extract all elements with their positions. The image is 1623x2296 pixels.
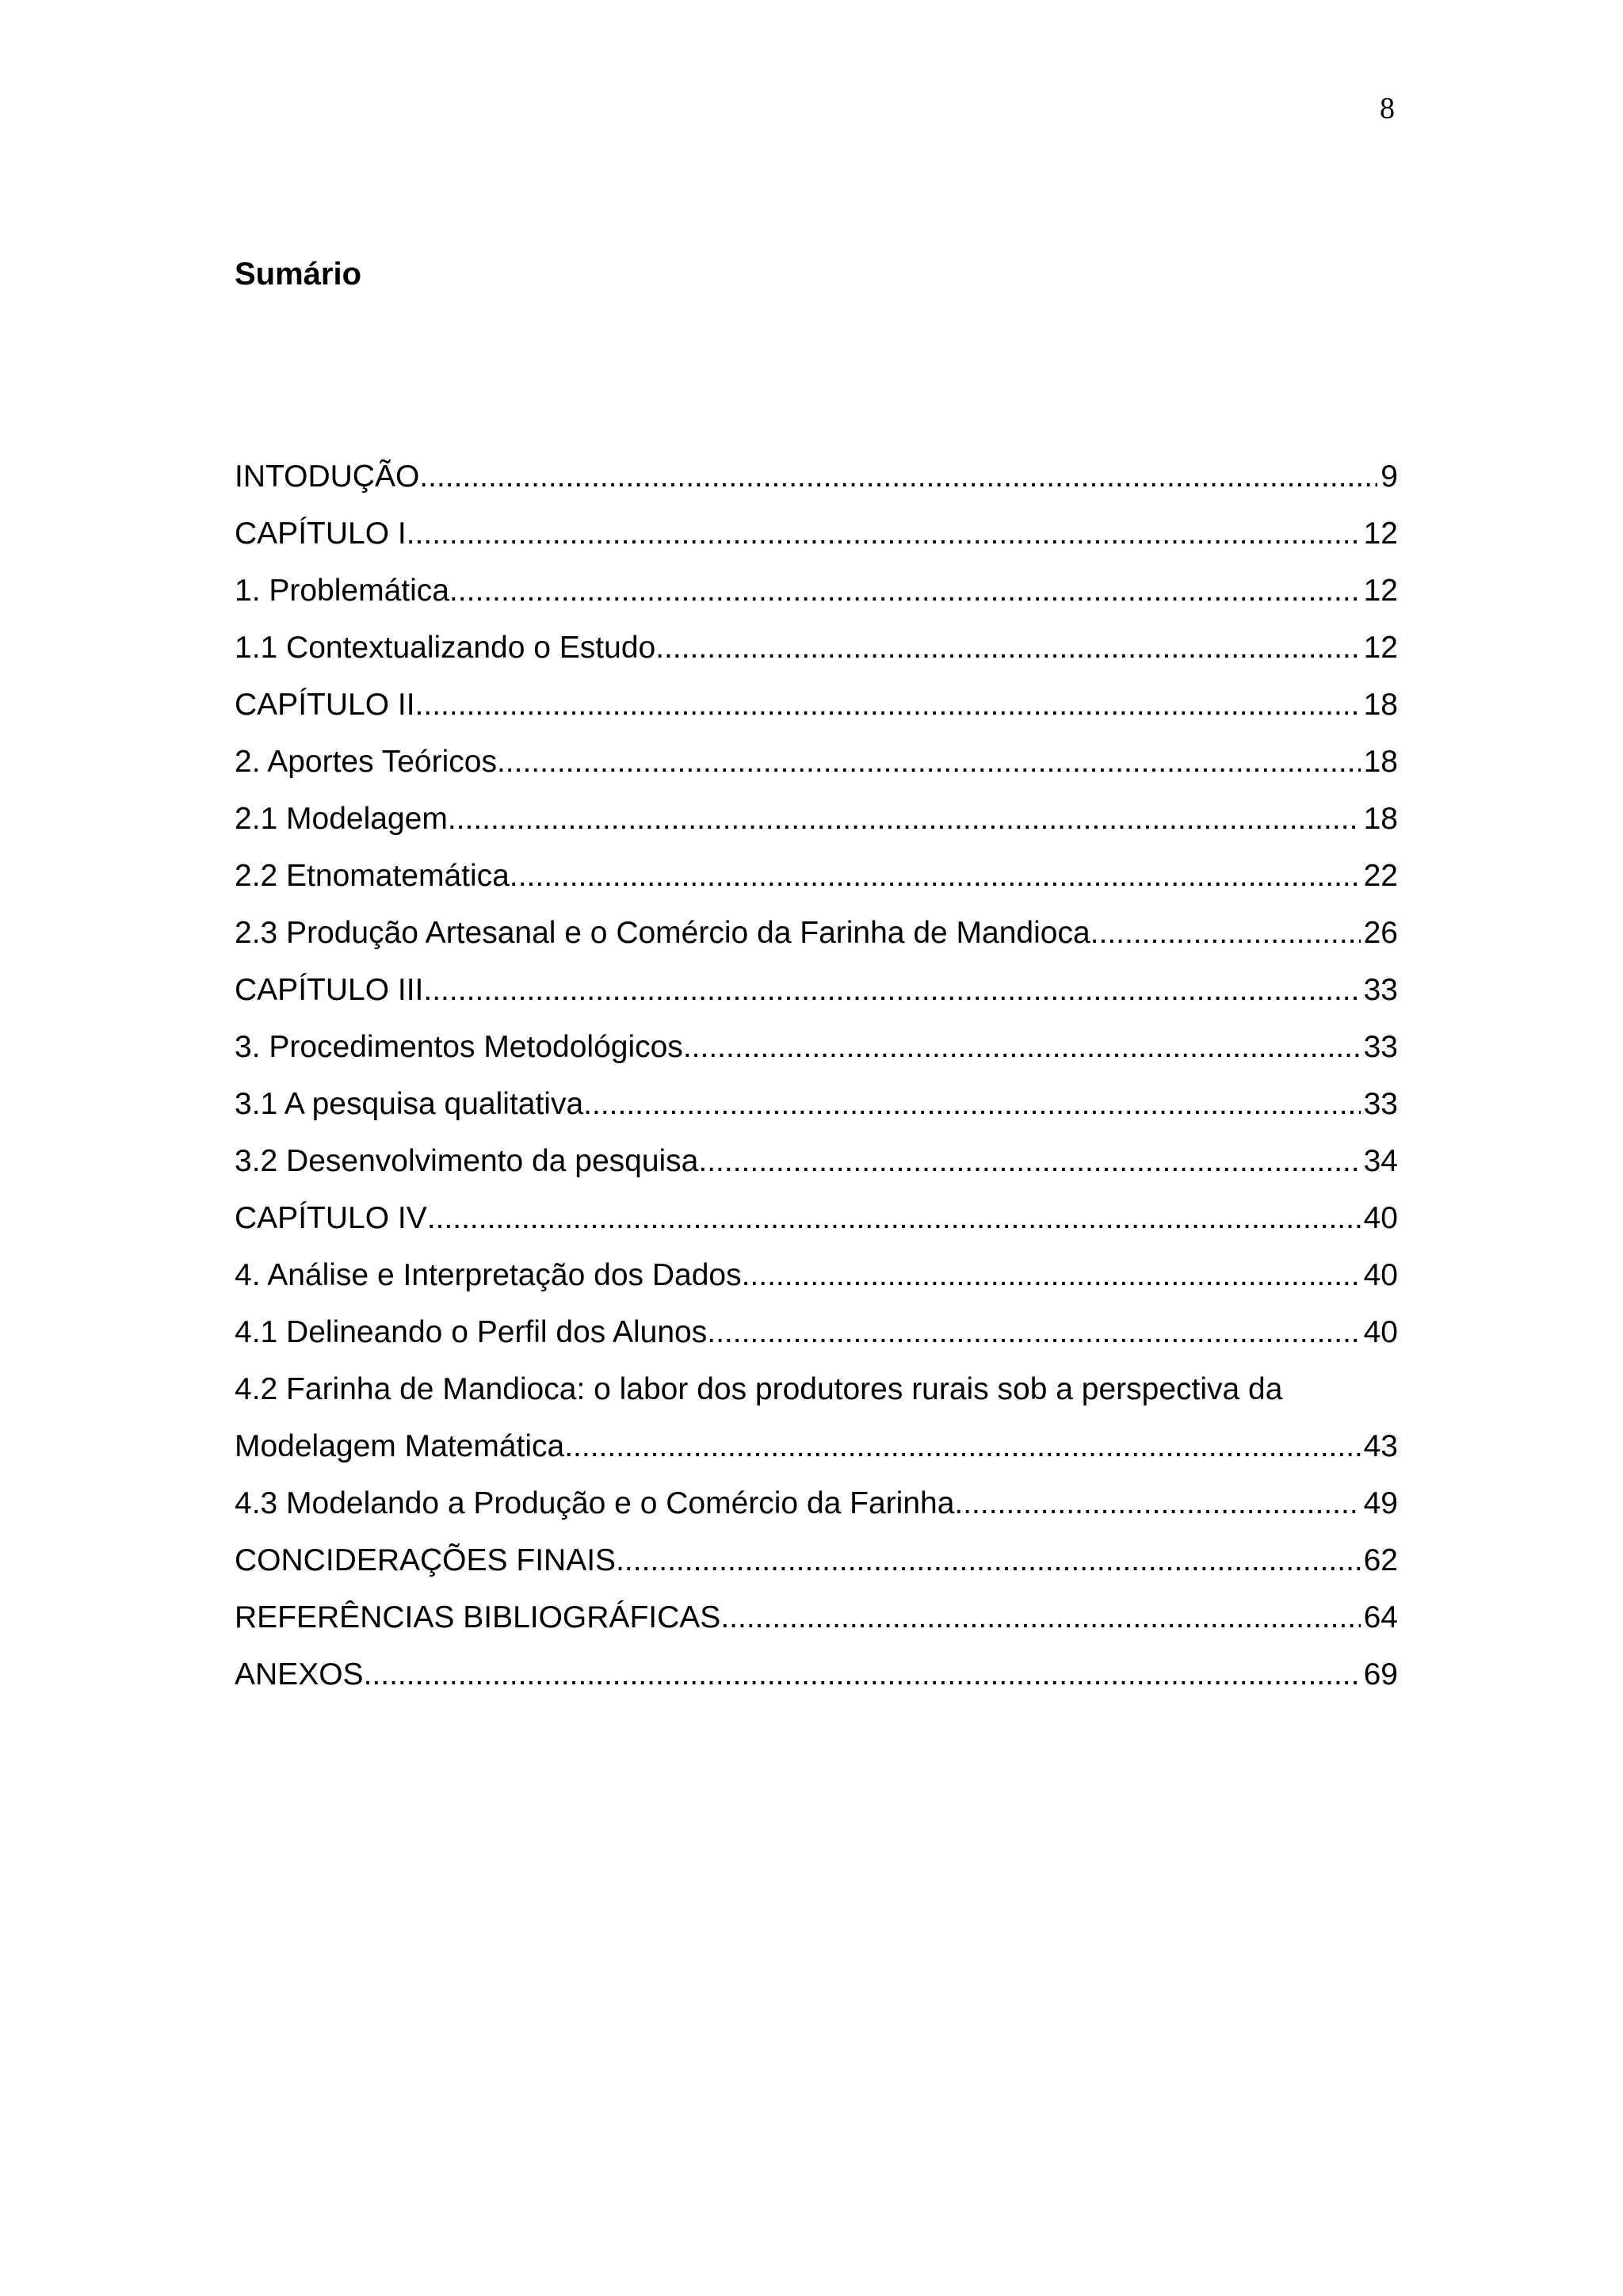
toc-entry-contextualizando[interactable] bbox=[235, 620, 1398, 677]
toc-entry-page: 22 bbox=[1363, 859, 1398, 893]
toc-dot-leader bbox=[415, 677, 1361, 734]
toc-dot-leader bbox=[448, 791, 1361, 848]
toc-entry-aportes-teoricos[interactable] bbox=[235, 734, 1398, 791]
toc-entry-label: 1.1 Contextualizando o Estudo bbox=[235, 631, 656, 665]
toc-dot-leader bbox=[683, 1019, 1361, 1076]
toc-entry-page: 40 bbox=[1363, 1315, 1398, 1349]
toc-dot-leader bbox=[564, 1418, 1360, 1475]
toc-entry-label: CAPÍTULO II bbox=[235, 688, 415, 722]
toc-entry-problematica[interactable] bbox=[235, 563, 1398, 620]
toc-dot-leader bbox=[419, 448, 1377, 505]
toc-entry-label: CAPÍTULO IV bbox=[235, 1201, 427, 1235]
toc-dot-leader bbox=[616, 1532, 1361, 1589]
toc-entry-procedimentos[interactable] bbox=[235, 1019, 1398, 1076]
toc-entry-desenvolvimento[interactable] bbox=[235, 1133, 1398, 1190]
toc-entry-page: 49 bbox=[1363, 1486, 1398, 1520]
toc-dot-leader bbox=[364, 1646, 1361, 1703]
toc-dot-leader bbox=[423, 962, 1360, 1019]
toc-dot-leader bbox=[583, 1076, 1360, 1133]
toc-entry-page: 18 bbox=[1363, 802, 1398, 836]
toc-entry-perfil-alunos[interactable] bbox=[235, 1304, 1398, 1361]
toc-entry-page: 12 bbox=[1363, 517, 1398, 551]
toc-entry-page: 12 bbox=[1363, 631, 1398, 665]
toc-entry-producao-artesanal[interactable] bbox=[235, 905, 1398, 962]
toc-entry-label: 3. Procedimentos Metodológicos bbox=[235, 1030, 683, 1064]
toc-entry-label: Modelagem Matemática bbox=[235, 1429, 565, 1463]
toc-entry-page: 33 bbox=[1363, 1087, 1398, 1121]
toc-entry-etnomatematica[interactable] bbox=[235, 848, 1398, 905]
toc-dot-leader bbox=[1090, 905, 1361, 962]
toc-entry-referencias[interactable] bbox=[235, 1589, 1398, 1646]
toc-dot-leader bbox=[707, 1304, 1360, 1361]
toc-entry-label: CAPÍTULO I bbox=[235, 517, 407, 551]
toc-entry-label: 2. Aportes Teóricos bbox=[235, 745, 497, 779]
toc-dot-leader bbox=[510, 848, 1361, 905]
toc-dot-leader bbox=[655, 620, 1360, 677]
toc-entry-analise[interactable] bbox=[235, 1247, 1398, 1304]
toc-entry-label: CONCIDERAÇÕES FINAIS bbox=[235, 1543, 617, 1577]
toc-entry-page: 9 bbox=[1381, 460, 1398, 494]
toc-entry-modelando-producao[interactable] bbox=[235, 1475, 1398, 1532]
toc-entry-page: 33 bbox=[1363, 973, 1398, 1007]
toc-entry-capitulo-2[interactable] bbox=[235, 677, 1398, 734]
toc-entry-label: 4.1 Delineando o Perfil dos Alunos bbox=[235, 1315, 708, 1349]
toc-entry-farinha-mandioca[interactable] bbox=[235, 1361, 1398, 1475]
toc-entry-pesquisa-qualitativa[interactable] bbox=[235, 1076, 1398, 1133]
toc-entry-page: 40 bbox=[1363, 1201, 1398, 1235]
toc-entry-label: CAPÍTULO III bbox=[235, 973, 424, 1007]
toc-entry-page: 12 bbox=[1363, 574, 1398, 608]
toc-entry-page: 18 bbox=[1363, 688, 1398, 722]
toc-entry-page: 69 bbox=[1363, 1657, 1398, 1691]
toc-entry-label: 1. Problemática bbox=[235, 574, 449, 608]
toc-entry-page: 18 bbox=[1363, 745, 1398, 779]
toc-dot-leader bbox=[698, 1133, 1360, 1190]
toc-title: Sumário bbox=[235, 257, 362, 292]
toc-dot-leader bbox=[449, 563, 1361, 620]
toc-entry-capitulo-1[interactable] bbox=[235, 505, 1398, 563]
toc-dot-leader bbox=[742, 1247, 1361, 1304]
toc-entry-label: 4.3 Modelando a Produção e o Comércio da Farinha bbox=[235, 1486, 955, 1520]
toc-entry-label: INTODUÇÃO bbox=[235, 460, 420, 494]
toc-dot-leader bbox=[407, 505, 1361, 563]
toc-entry-label-first-line: 4.2 Farinha de Mandioca: o labor dos produtores rurais sob a perspectiva da bbox=[235, 1372, 1283, 1406]
toc-entry-page: 40 bbox=[1363, 1258, 1398, 1292]
toc-entry-label: 2.3 Produção Artesanal e o Comércio da Farinha de Mandioca bbox=[235, 916, 1090, 950]
toc-entry-label: 4. Análise e Interpretação dos Dados bbox=[235, 1258, 742, 1292]
table-of-contents bbox=[235, 448, 1398, 1703]
toc-entry-label: REFERÊNCIAS BIBLIOGRÁFICAS bbox=[235, 1600, 721, 1634]
toc-dot-leader bbox=[954, 1475, 1360, 1532]
toc-dot-leader bbox=[427, 1190, 1361, 1247]
toc-entry-label: 2.2 Etnomatemática bbox=[235, 859, 510, 893]
toc-entry-introducao[interactable] bbox=[235, 448, 1398, 505]
toc-entry-page: 33 bbox=[1363, 1030, 1398, 1064]
toc-entry-anexos[interactable] bbox=[235, 1646, 1398, 1703]
toc-entry-page: 34 bbox=[1363, 1144, 1398, 1178]
page-number: 8 bbox=[1380, 92, 1395, 125]
toc-entry-page: 43 bbox=[1363, 1429, 1398, 1463]
toc-entry-consideracoes-finais[interactable] bbox=[235, 1532, 1398, 1589]
toc-entry-capitulo-3[interactable] bbox=[235, 962, 1398, 1019]
toc-entry-label: 3.2 Desenvolvimento da pesquisa bbox=[235, 1144, 699, 1178]
toc-dot-leader bbox=[720, 1589, 1360, 1646]
toc-entry-capitulo-4[interactable] bbox=[235, 1190, 1398, 1247]
toc-entry-page: 64 bbox=[1363, 1600, 1398, 1634]
toc-entry-label: 3.1 A pesquisa qualitativa bbox=[235, 1087, 584, 1121]
toc-entry-modelagem[interactable] bbox=[235, 791, 1398, 848]
toc-entry-label: ANEXOS bbox=[235, 1657, 364, 1691]
toc-entry-label: 2.1 Modelagem bbox=[235, 802, 448, 836]
toc-entry-page: 26 bbox=[1363, 916, 1398, 950]
toc-entry-page: 62 bbox=[1363, 1543, 1398, 1577]
toc-dot-leader bbox=[497, 734, 1361, 791]
